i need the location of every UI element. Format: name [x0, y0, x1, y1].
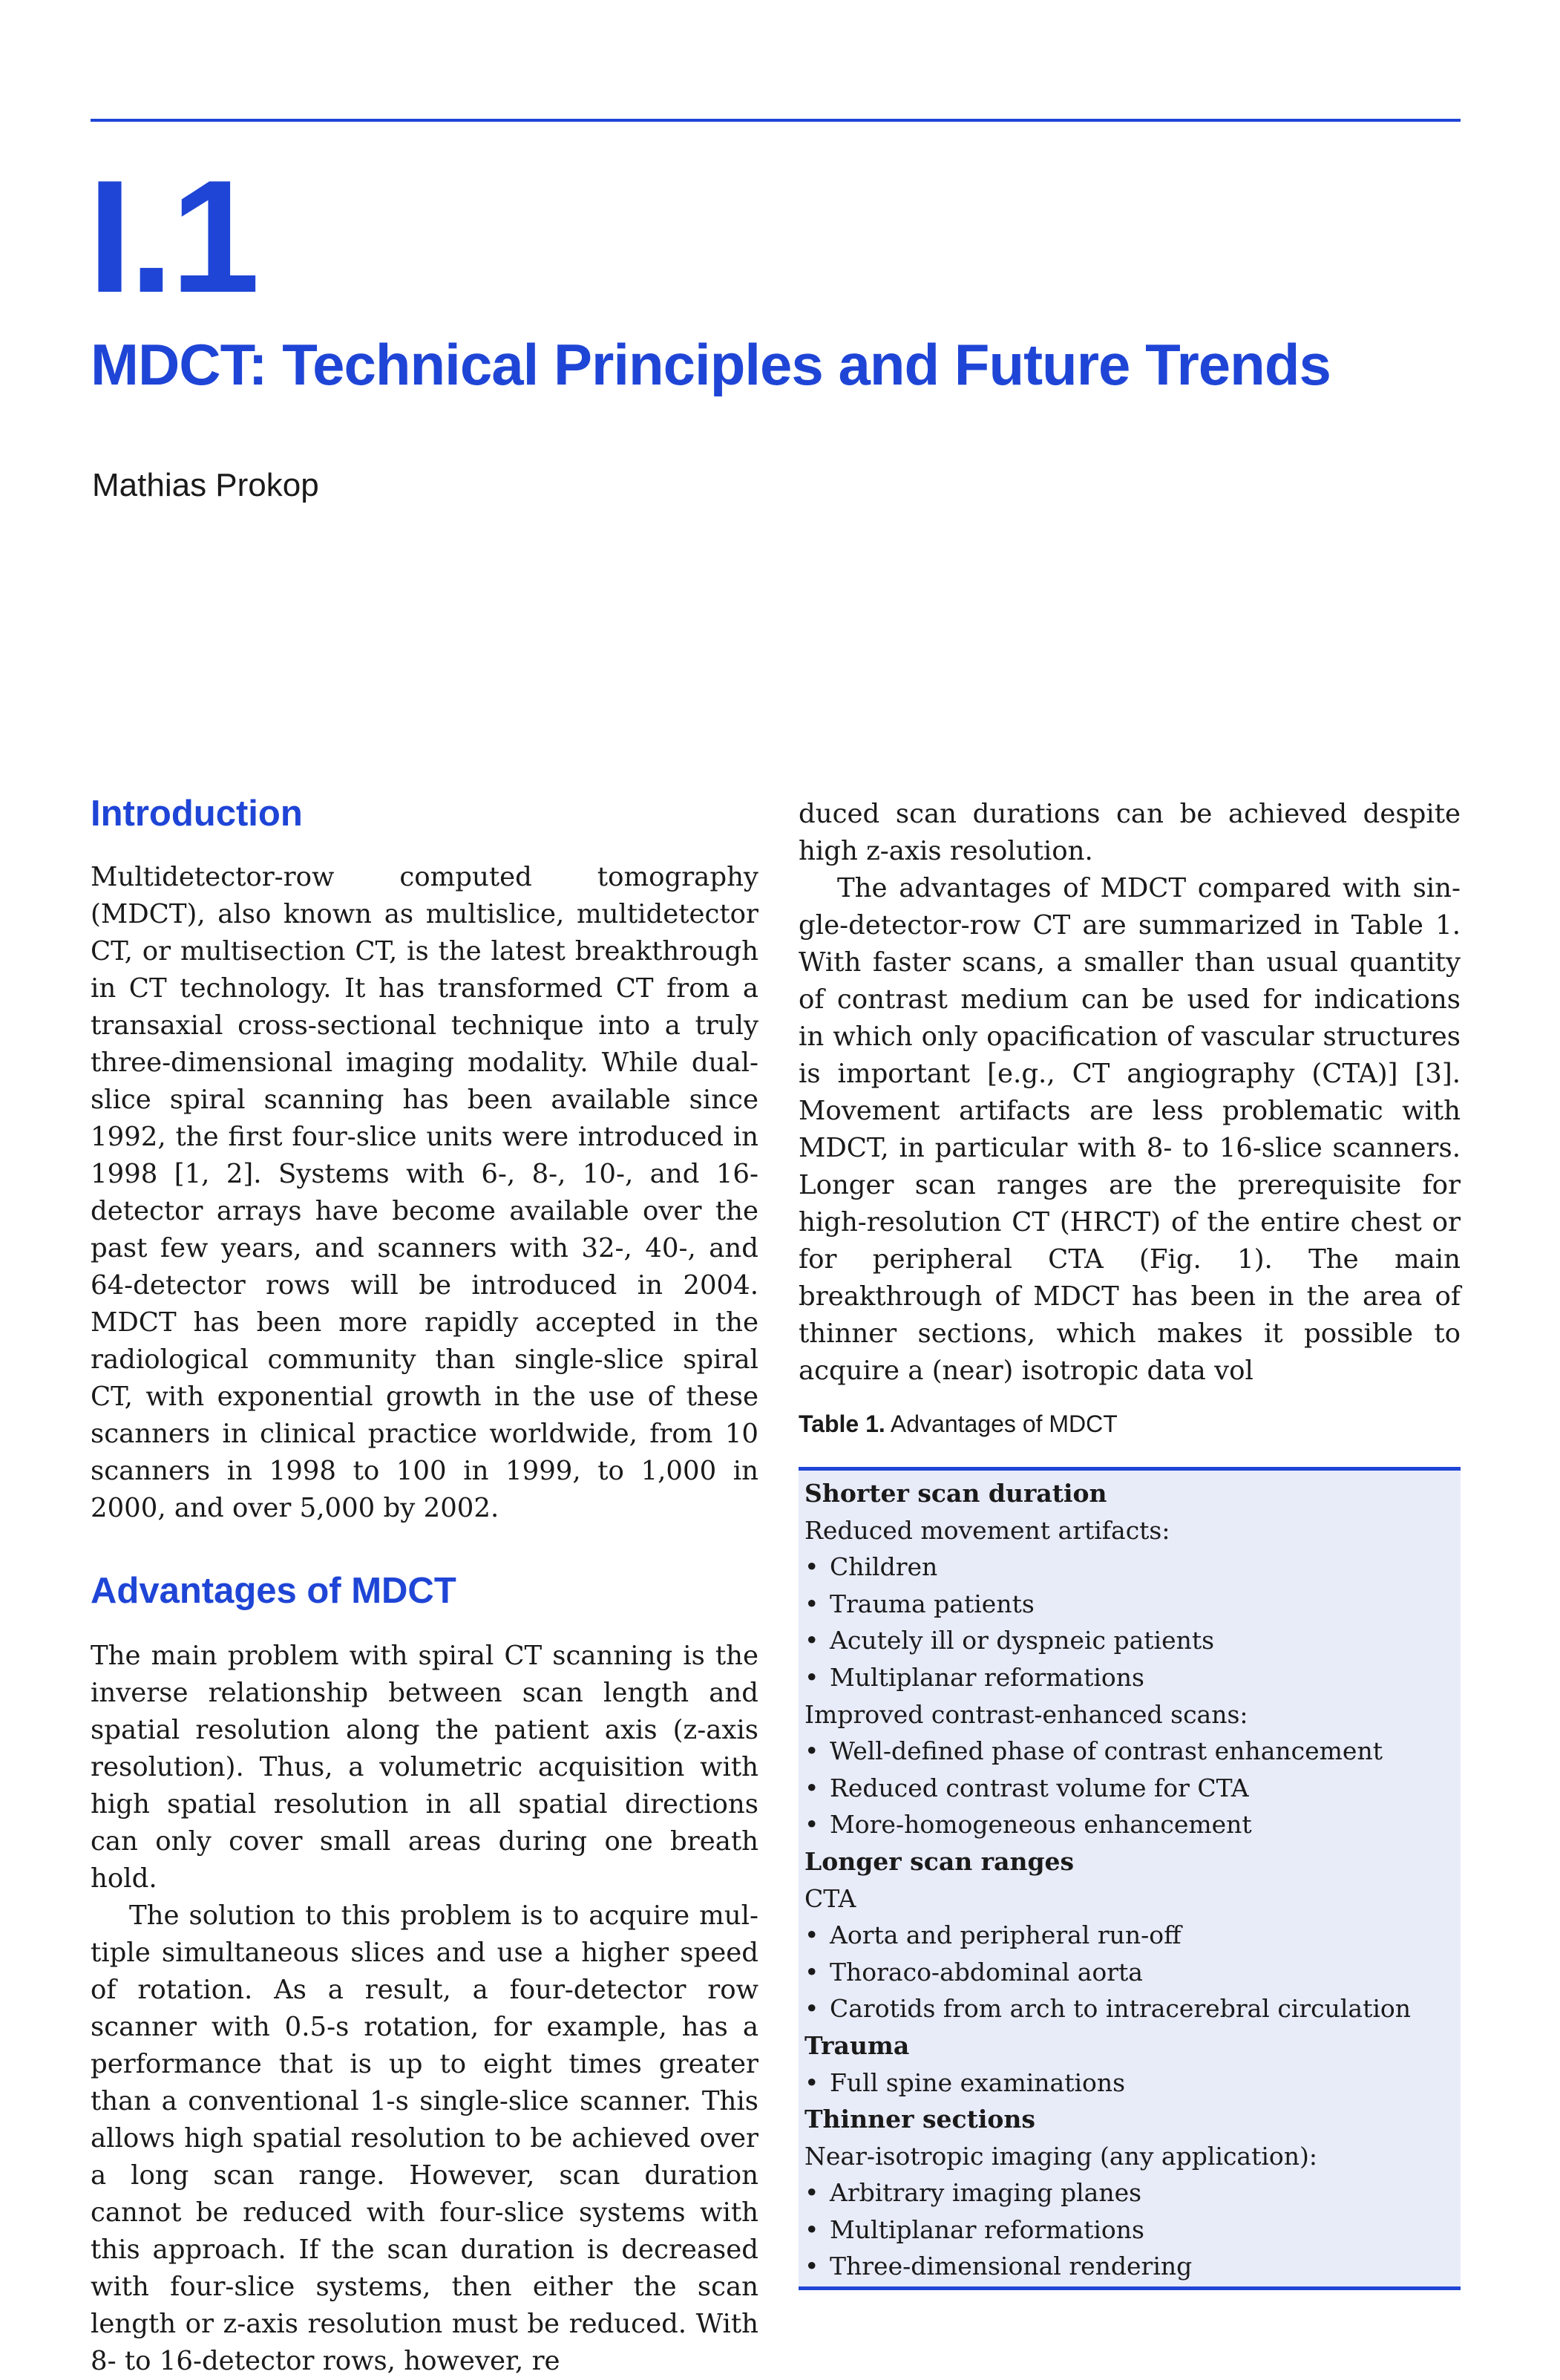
bullet-icon: •	[804, 1810, 819, 1840]
bullet-icon: •	[804, 2067, 819, 2097]
continued-paragraph: duced scan durations can be achieved despite high z-axis resolution.	[799, 799, 1461, 866]
bullet-icon: •	[804, 2178, 819, 2208]
top-rule	[91, 119, 1461, 122]
table-bullet-text: Arbitrary imaging planes	[830, 2178, 1142, 2208]
table-subheading: Improved contrast-enhanced scans:	[804, 1699, 1248, 1729]
table-bullet-item	[804, 2248, 1461, 2285]
bullet-icon: •	[804, 1994, 819, 2024]
table-bullet-item	[804, 1549, 1461, 1586]
table-category-heading: Longer scan ranges	[804, 1846, 1075, 1876]
table-bullet-item	[804, 2174, 1461, 2211]
introduction-paragraph: Multidetector-row computed tomography (MDCT), also known as multislice, multidetector CT, or multisection CT, is the latest breakthrough in CT technology. It has transformed CT from a transaxial cross-sectional technique into a truly three-dimensional imaging modality. While dual-slice spiral scanning has been available since 1992, the first four-slice units were introduced in 1998 [1, 2]. Systems with 6-, 8-, 10-, and 16-detector arrays have become available over the past few years, and scanners with 32-, 40-, and 64-detector rows will be introduced in 2004. MDCT has been more rapidly accepted in the radiological community than single-slice spiral CT, with exponential growth in the use of these scanners in clinical practice worldwide, from 10 scanners in 1998 to 100 in 1999, to 1,000 in 2000, and over 5,000 by 2002.	[91, 862, 758, 1523]
table-bullet-item	[804, 1990, 1461, 2027]
table-caption-label: Table 1.	[799, 1410, 885, 1437]
bullet-icon: •	[804, 1589, 819, 1618]
table-category-heading: Shorter scan duration	[804, 1479, 1107, 1508]
bullet-icon: •	[804, 2214, 819, 2244]
table-bullet-text: Full spine examinations	[830, 2067, 1126, 2097]
table-caption	[799, 1412, 1461, 1436]
advantages-paragraph-3: The advantages of MDCT compared with single-detector-row CT are summarized in Table 1. With faster scans, a smaller than usual quantity of contrast medium can be used for indications in which only opacification of vascular structures is important [e.g., CT angiography (CTA)] [3]. Movement artifacts are less problematic with MDCT, in particular with 8- to 16-slice scanners. Longer scan ranges are the prerequisite for high-resolution CT (HRCT) of the entire chest or for peripheral CTA (Fig. 1). The main breakthrough of MDCT has been in the area of thinner sections, which makes it possible to acquire a (near) isotropic data vol	[799, 873, 1461, 1386]
table-bullet-item	[804, 1917, 1461, 1954]
table-category-heading: Trauma	[804, 2030, 910, 2060]
left-column	[91, 796, 758, 2380]
table-subheading: CTA	[804, 1883, 856, 1913]
table-bullet-item	[804, 1586, 1461, 1623]
table-bullet-item	[804, 2064, 1461, 2102]
author-name: Mathias Prokop	[92, 467, 319, 503]
advantages-paragraph-1: The main problem with spiral CT scanning is the inverse relationship between scan length and spatial resolution along the patient axis (z-axis resolution). Thus, a volumetric acquisition with high spatial resolution in all spatial directions can only cover small areas during one breath hold.	[91, 1641, 758, 1894]
table-bullet-text: Three-dimensional rendering	[830, 2252, 1193, 2281]
table-bullet-text: Children	[830, 1552, 938, 1582]
table-subheading: Near-isotropic imaging (any application):	[804, 2141, 1318, 2171]
bullet-icon: •	[804, 2252, 819, 2281]
table-bullet-text: Carotids from arch to intracerebral circulation	[830, 1994, 1412, 2024]
table-bullet-text: Trauma patients	[830, 1589, 1035, 1618]
table-bullet-text: Multiplanar reformations	[830, 2214, 1144, 2244]
table-bullet-text: Reduced contrast volume for CTA	[830, 1773, 1249, 1802]
chapter-title: MDCT: Technical Principles and Future Trends	[91, 332, 1331, 397]
table-bullet-item	[804, 2211, 1461, 2249]
section-heading-introduction: Introduction	[91, 794, 303, 834]
table-bullet-item	[804, 1622, 1461, 1659]
table-bullet-text: Aorta and peripheral run-off	[830, 1920, 1182, 1950]
table-bullet-text: Thoraco-abdominal aorta	[830, 1957, 1143, 1987]
table-category-heading: Thinner sections	[804, 2105, 1035, 2134]
table-bullet-item	[804, 1659, 1461, 1696]
bullet-icon: •	[804, 1736, 819, 1766]
section-heading-advantages: Advantages of MDCT	[91, 1571, 456, 1611]
table-bullet-item	[804, 1770, 1461, 1807]
bullet-icon: •	[804, 1662, 819, 1692]
table-bullet-text: Well-defined phase of contrast enhancement	[830, 1736, 1383, 1766]
bullet-icon: •	[804, 1920, 819, 1950]
table-bullet-item	[804, 1733, 1461, 1770]
table-bullet-item	[804, 1806, 1461, 1843]
table-subheading: Reduced movement artifacts:	[804, 1515, 1170, 1545]
advantages-table	[799, 1467, 1461, 2290]
right-column	[799, 796, 1461, 2290]
bullet-icon: •	[804, 1957, 819, 1987]
table-caption-text: Advantages of MDCT	[890, 1410, 1118, 1437]
table-bullet-item	[804, 1954, 1461, 1991]
advantages-paragraph-2: The solution to this problem is to acquire multiple simultaneous slices and use a higher speed of rotation. As a result, a four-detector row scanner with 0.5-s rotation, for example, has a performance that is up to eight times greater than a conventional 1-s single-slice scanner. This allows high spatial resolution to be achieved over a long scan range. However, scan duration cannot be reduced with four-slice systems with this approach. If the scan duration is decreased with four-slice systems, then either the scan length or z-axis resolution must be reduced. With 8- to 16-detector rows, however, re	[91, 1900, 758, 2376]
table-bullet-text: Acutely ill or dyspneic patients	[830, 1626, 1215, 1655]
table-bullet-text: Multiplanar reformations	[830, 1662, 1144, 1692]
table-bullet-text: More-homogeneous enhancement	[830, 1810, 1252, 1840]
bullet-icon: •	[804, 1552, 819, 1582]
chapter-number: I.1	[88, 146, 258, 326]
bullet-icon: •	[804, 1773, 819, 1802]
bullet-icon: •	[804, 1626, 819, 1655]
